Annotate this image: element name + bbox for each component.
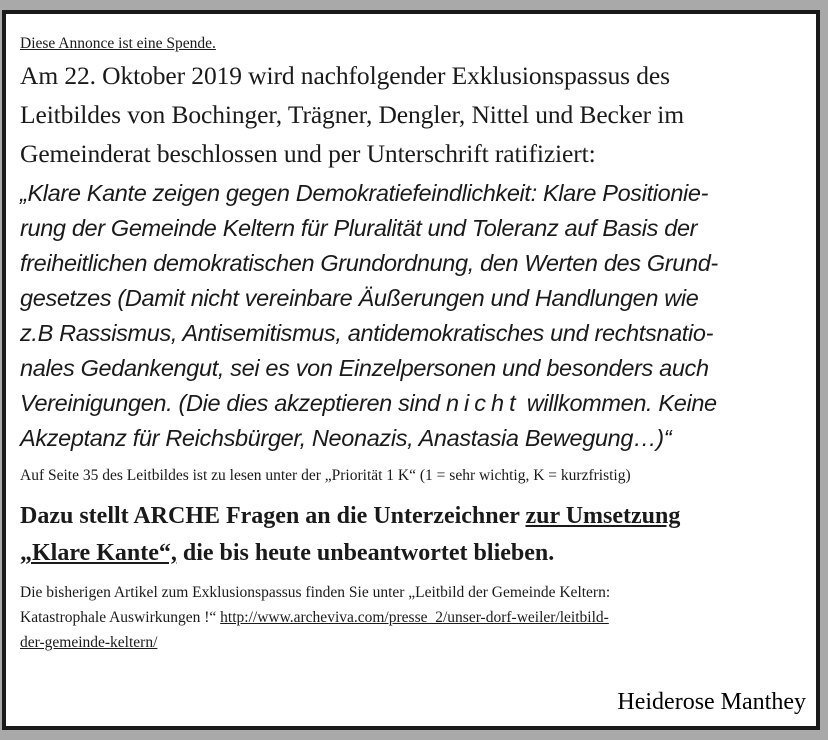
intro-paragraph [20, 56, 808, 173]
quote-line: freiheitlichen demokratischen Grundordnung, den Werten des Grund- [20, 250, 718, 276]
articles-paragraph [20, 580, 808, 655]
intro-line: Am 22. Oktober 2019 wird nachfolgender Exklusionspassus des [20, 61, 670, 90]
articles-line [20, 605, 808, 630]
quote-line: z.B Rassismus, Antisemitismus, antidemokratisches und rechtsnatio- [20, 320, 714, 346]
quote-line: „Klare Kante zeigen gegen Demokratiefeindlichkeit: Klare Positionie- [20, 180, 709, 206]
quote-line: Akzeptanz für Reichsbürger, Neonazis, Anastasia Bewegung…)“ [20, 425, 672, 451]
intro-line: Leitbildes von Bochinger, Trägner, Dengler, Nittel und Becker im [20, 100, 685, 129]
source-note: Auf Seite 35 des Leitbildes ist zu lesen unter der „Priorität 1 K“ (1 = sehr wichtig, K = kurzfristig) [20, 467, 631, 484]
question-line [20, 535, 808, 572]
quote-line: gesetzes (Damit nicht vereinbare Äußerungen und Handlungen wie [20, 285, 699, 311]
quote-text: Vereinigungen. (Die dies akzeptieren sind [20, 390, 446, 416]
articles-line [20, 630, 808, 655]
article-link-continued[interactable]: der-gemeinde-keltern/ [20, 634, 158, 651]
quote-line: rung der Gemeinde Keltern für Pluralität und Toleranz auf Basis der [20, 215, 698, 241]
article-link[interactable]: http://www.archeviva.com/presse_2/unser-dorf-weiler/leitbild- [220, 609, 609, 626]
question-text: Dazu stellt ARCHE Fragen an die Unterzeichner [20, 503, 526, 529]
question-underlined: zur Umsetzung [525, 503, 681, 529]
quote-line: nales Gedankengut, sei es von Einzelpersonen und besonders auch [20, 355, 709, 381]
question-line [20, 498, 808, 535]
author-signature: Heiderose Manthey [617, 689, 806, 715]
quote-line [20, 386, 808, 421]
quote-text: willkommen. Keine [520, 390, 717, 416]
advertisement-content [20, 34, 808, 655]
articles-text: Katastrophale Auswirkungen !“ [20, 609, 221, 626]
question-heading [20, 498, 808, 572]
articles-line: Die bisherigen Artikel zum Exklusionspassus finden Sie unter „Leitbild der Gemeinde Keltern: [20, 584, 611, 601]
quote-paragraph [20, 176, 808, 456]
advertisement-box [2, 10, 820, 730]
intro-line: Gemeinderat beschlossen und per Unterschrift ratifiziert: [20, 139, 596, 168]
question-text: die bis heute unbeantwortet blieben. [176, 540, 555, 566]
donation-note: Diese Annonce ist eine Spende. [20, 35, 216, 52]
quote-emphasis: nicht [445, 390, 521, 416]
question-underlined: „Klare Kante“, [20, 540, 177, 566]
